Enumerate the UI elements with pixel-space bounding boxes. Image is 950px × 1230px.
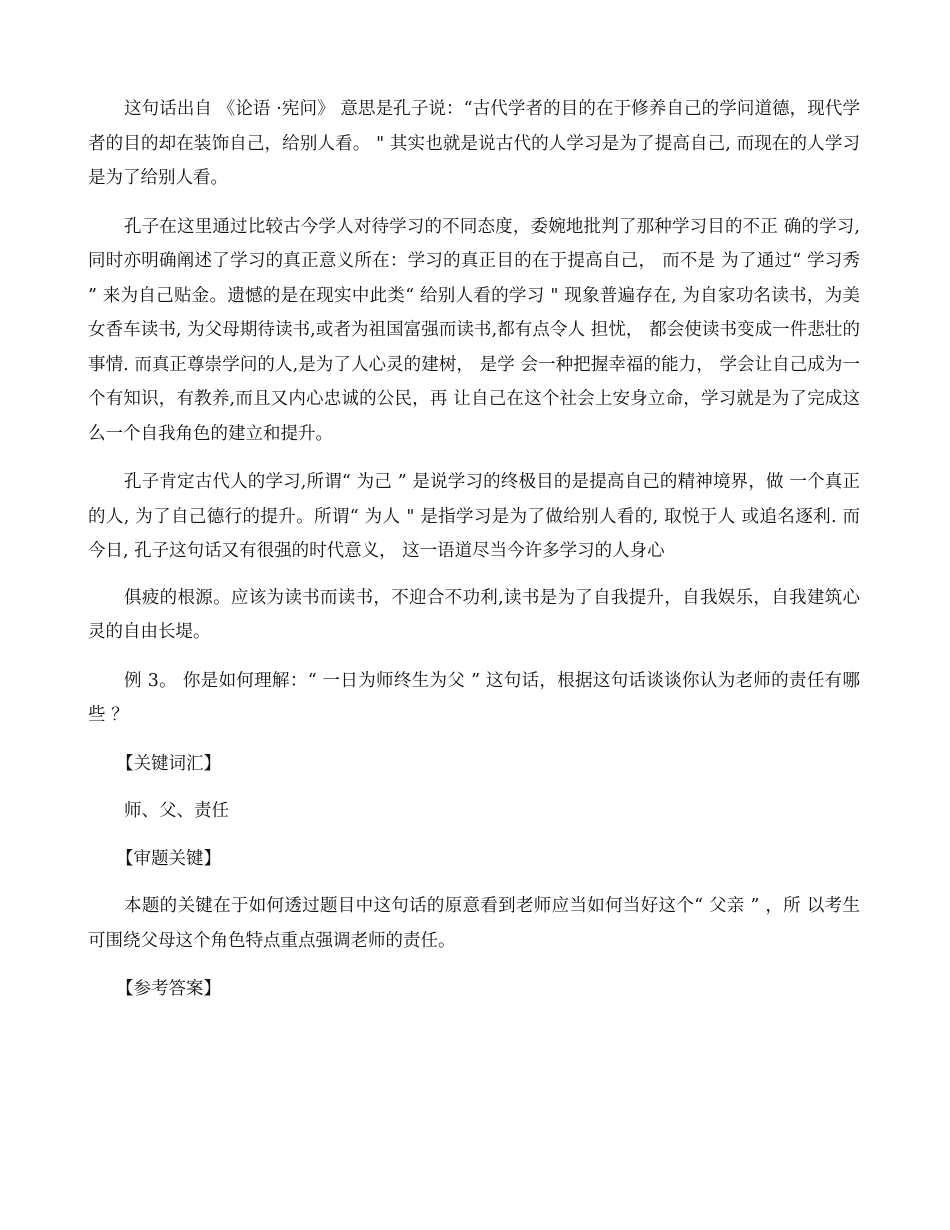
paragraph-confucius-attitude: 孔子在这里通过比较古今学人对待学习的不同态度，委婉地批判了那种学习目的不正 确的学习, 同时亦明确阐述了学习的真正意义所在：学习的真正目的在于提高自己， 而不是 为了通过“ 学习秀 ” 来为自己贴金。遗憾的是在现实中此类“ 给别人看的学习 " 现象普遍存在, 为自家功名读书，为美女香车读书, 为父母期待读书,或者为祖国富强而读书,都有点令人 担忧， 都会使读书变成一件悲壮的事情. 而真正尊崇学问的人,是为了人心灵的建树， 是学 会一种把握幸福的能力， 学会让自己成为一个有知识，有教养,而且又内心忠诚的公民，再 让自己在这个社会上安身立命，学习就是为了完成这么一个自我角色的建立和提升。 xyxy=(88,216,860,444)
example-3-question: 例 3。 你是如何理解：“ 一日为师终生为父 ” 这句话，根据这句话谈谈你认为老师的责任有哪些 ？ xyxy=(88,670,860,725)
paragraph-source: 这句话出自 《论语 ·宪问》 意思是孔子说：“古代学者的目的在于修养自己的学问道德，现代学者的目的却在装饰自己，给别人看。 " 其实也就是说古代的人学习是为了提高自己, 而现在的人学习是为了给别人看。 xyxy=(88,99,860,188)
paragraph-confucius-affirms: 孔子肯定古代人的学习,所谓“ 为己 ” 是说学习的终极目的是提高自己的精神境界，做 一个真正的人, 为了自己德行的提升。所谓“ 为人 " 是指学习是为了做给别人看的, 取悦于人 或追名逐利. 而今日, 孔子这句话又有很强的时代意义， 这一语道尽当今许多学习的人身心 xyxy=(88,472,860,561)
document-body xyxy=(88,92,860,1020)
analysis-heading: 【审题关键】 xyxy=(116,848,221,869)
keywords-text: 师、父、责任 xyxy=(124,801,229,821)
analysis-text: 本题的关键在于如何透过题目中这句话的原意看到老师应当如何当好这个“ 父亲 ” ，所 以考生可围绕父母这个角色特点重点强调老师的责任。 xyxy=(88,896,860,951)
keywords-heading: 【关键词汇】 xyxy=(116,753,221,774)
answer-heading: 【参考答案】 xyxy=(116,979,221,999)
paragraph-root-cause: 俱疲的根源。应该为读书而读书，不迎合不功利,读书是为了自我提升，自我娱乐，自我建筑心灵的自由长堤。 xyxy=(88,587,860,642)
